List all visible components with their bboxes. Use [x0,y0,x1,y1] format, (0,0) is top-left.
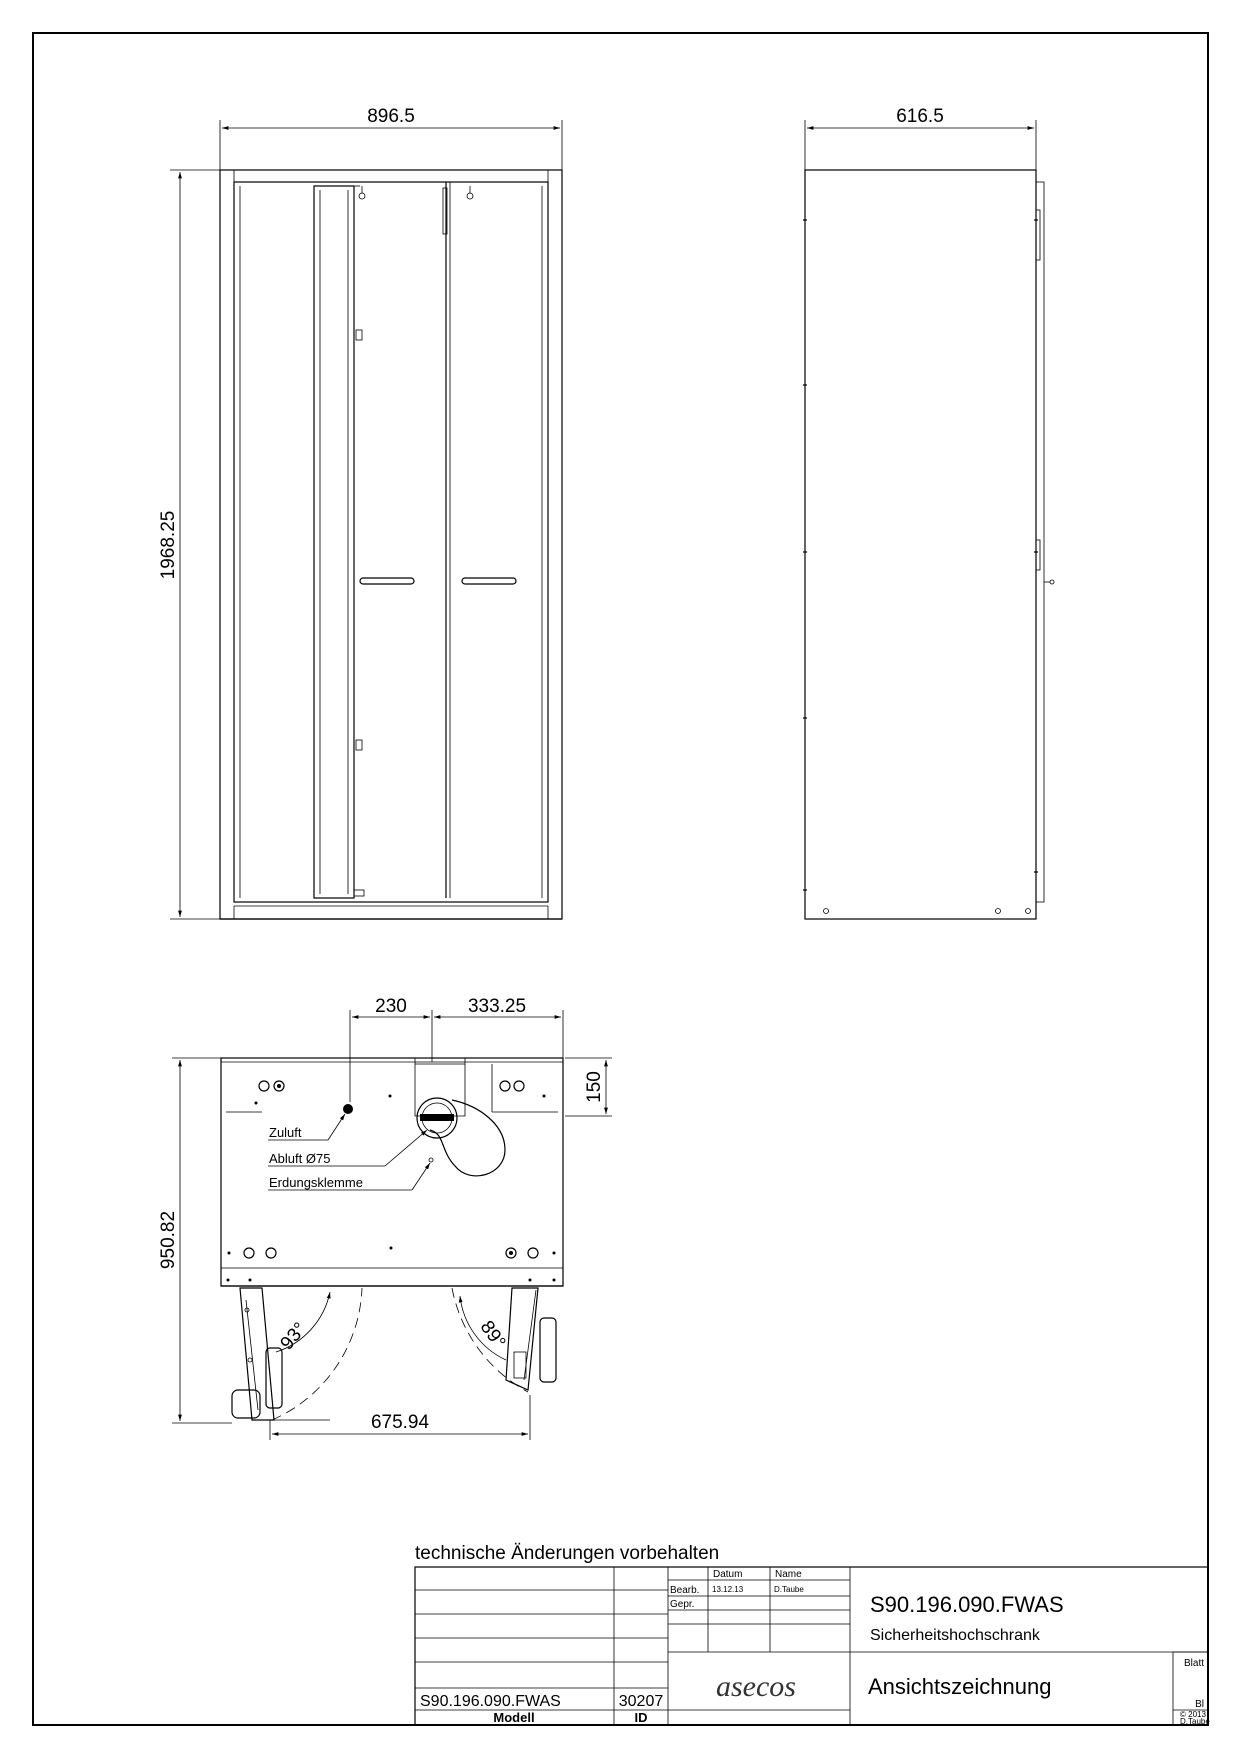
row-bearb: Bearb. [670,1585,700,1596]
blatt-value: Bl [1195,1699,1204,1710]
label-zuluft: Zuluft [269,1125,302,1140]
bearb-date: 13.12.13 [712,1585,744,1594]
drawing-description: Sicherheitshochschrank [870,1627,1040,1644]
top-view [158,996,612,1440]
bearb-name: D.Taube [774,1585,804,1594]
asecos-logo: asecos [716,1670,796,1703]
model-label: Modell [493,1710,535,1725]
door-span-dim: 675.94 [370,1412,430,1433]
front-view [158,106,562,919]
angle-left: 93° [276,1318,312,1355]
drawing-type: Ansichtszeichnung [868,1674,1052,1699]
label-erdungsklemme: Erdungsklemme [269,1175,363,1190]
top-depth-dim: 950.82 [158,1210,179,1270]
sheet-border [33,33,1208,1725]
copyright-name: D.Taube [1180,1717,1210,1726]
dim-150: 150 [584,1071,605,1103]
side-view [803,106,1054,919]
side-depth-dim: 616.5 [896,106,944,127]
col-name: Name [775,1569,802,1580]
front-height-dim: 1968.25 [158,510,179,580]
front-width-dim: 896.5 [367,106,415,127]
id-label: ID [634,1710,648,1725]
drawing-number: S90.196.090.FWAS [870,1592,1064,1617]
dim-333: 333.25 [467,996,527,1017]
dim-230: 230 [375,996,407,1017]
angle-right: 89° [475,1317,510,1353]
blatt-label: Blatt [1183,1658,1204,1669]
changes-notice: technische Änderungen vorbehalten [415,1543,720,1564]
id-value: 30207 [618,1693,664,1710]
col-datum: Datum [713,1569,743,1580]
label-abluft: Abluft Ø75 [269,1151,331,1166]
title-block [415,1567,1210,1726]
copyright-year: © 2013 [1180,1710,1206,1719]
row-gepr: Gepr. [670,1599,695,1610]
model-code: S90.196.090.FWAS [420,1693,561,1710]
